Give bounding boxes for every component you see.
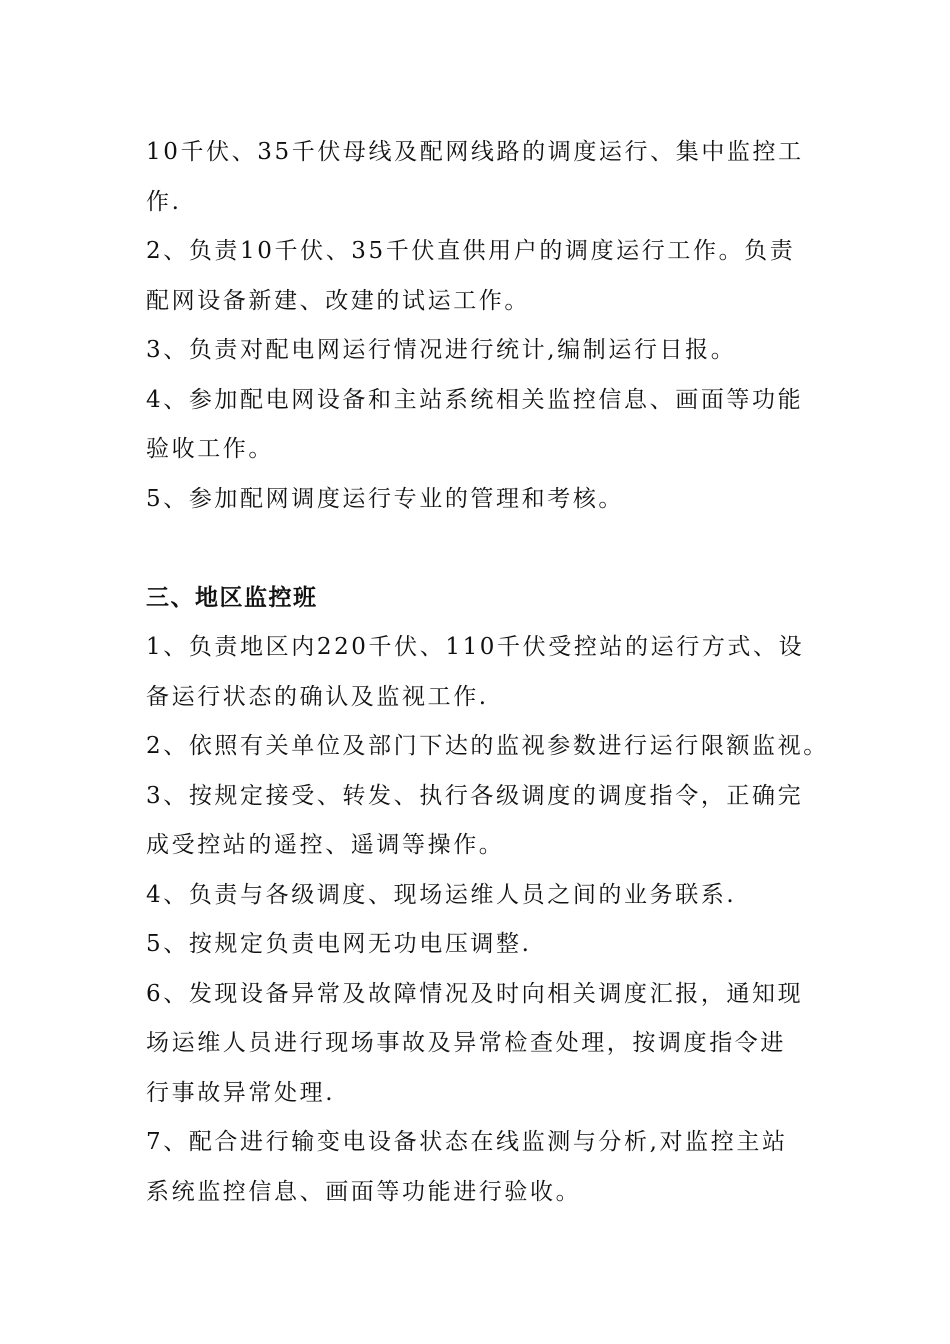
section-heading: 三、地区监控班	[146, 584, 318, 611]
blank-line	[146, 524, 811, 574]
text-line: 行事故异常处理.	[146, 1079, 336, 1106]
section-3	[146, 574, 829, 1218]
document-body	[146, 128, 829, 1217]
text-line: 5、参加配网调度运行专业的管理和考核。	[146, 485, 625, 512]
text-line: 10千伏、35千伏母线及配网线路的调度运行、集中监控工	[146, 139, 804, 165]
text-line: 备运行状态的确认及监视工作.	[146, 683, 489, 710]
text-line: 1、负责地区内220千伏、110千伏受控站的运行方式、设	[146, 634, 805, 660]
paragraph-block-1	[146, 128, 811, 524]
text-line: 配网设备新建、改建的试运工作。	[146, 287, 530, 314]
text-line: 3、负责对配电网运行情况进行统计,编制运行日报。	[146, 337, 737, 363]
text-line: 4、参加配电网设备和主站系统相关监控信息、画面等功能	[146, 386, 804, 413]
text-line: 6、发现设备异常及故障情况及时向相关调度汇报，通知现	[146, 980, 804, 1007]
text-line: 场运维人员进行现场事故及异常检查处理，按调度指令进	[146, 1030, 786, 1056]
text-line: 系统监控信息、画面等功能进行验收。	[146, 1178, 582, 1205]
text-line: 2、依照有关单位及部门下达的监视参数进行运行限额监视。	[146, 733, 829, 759]
text-line: 2、负责10千伏、35千伏直供用户的调度运行工作。负责	[146, 238, 796, 264]
text-line: 4、负责与各级调度、现场运维人员之间的业务联系.	[146, 881, 737, 908]
text-line: 作.	[146, 188, 182, 215]
text-line: 成受控站的遥控、遥调等操作。	[146, 832, 505, 858]
text-line: 验收工作。	[146, 436, 274, 462]
text-line: 3、按规定接受、转发、执行各级调度的调度指令，正确完	[146, 782, 804, 809]
text-line: 5、按规定负责电网无功电压调整.	[146, 931, 532, 957]
text-line: 7、配合进行输变电设备状态在线监测与分析,对监控主站	[146, 1129, 788, 1155]
